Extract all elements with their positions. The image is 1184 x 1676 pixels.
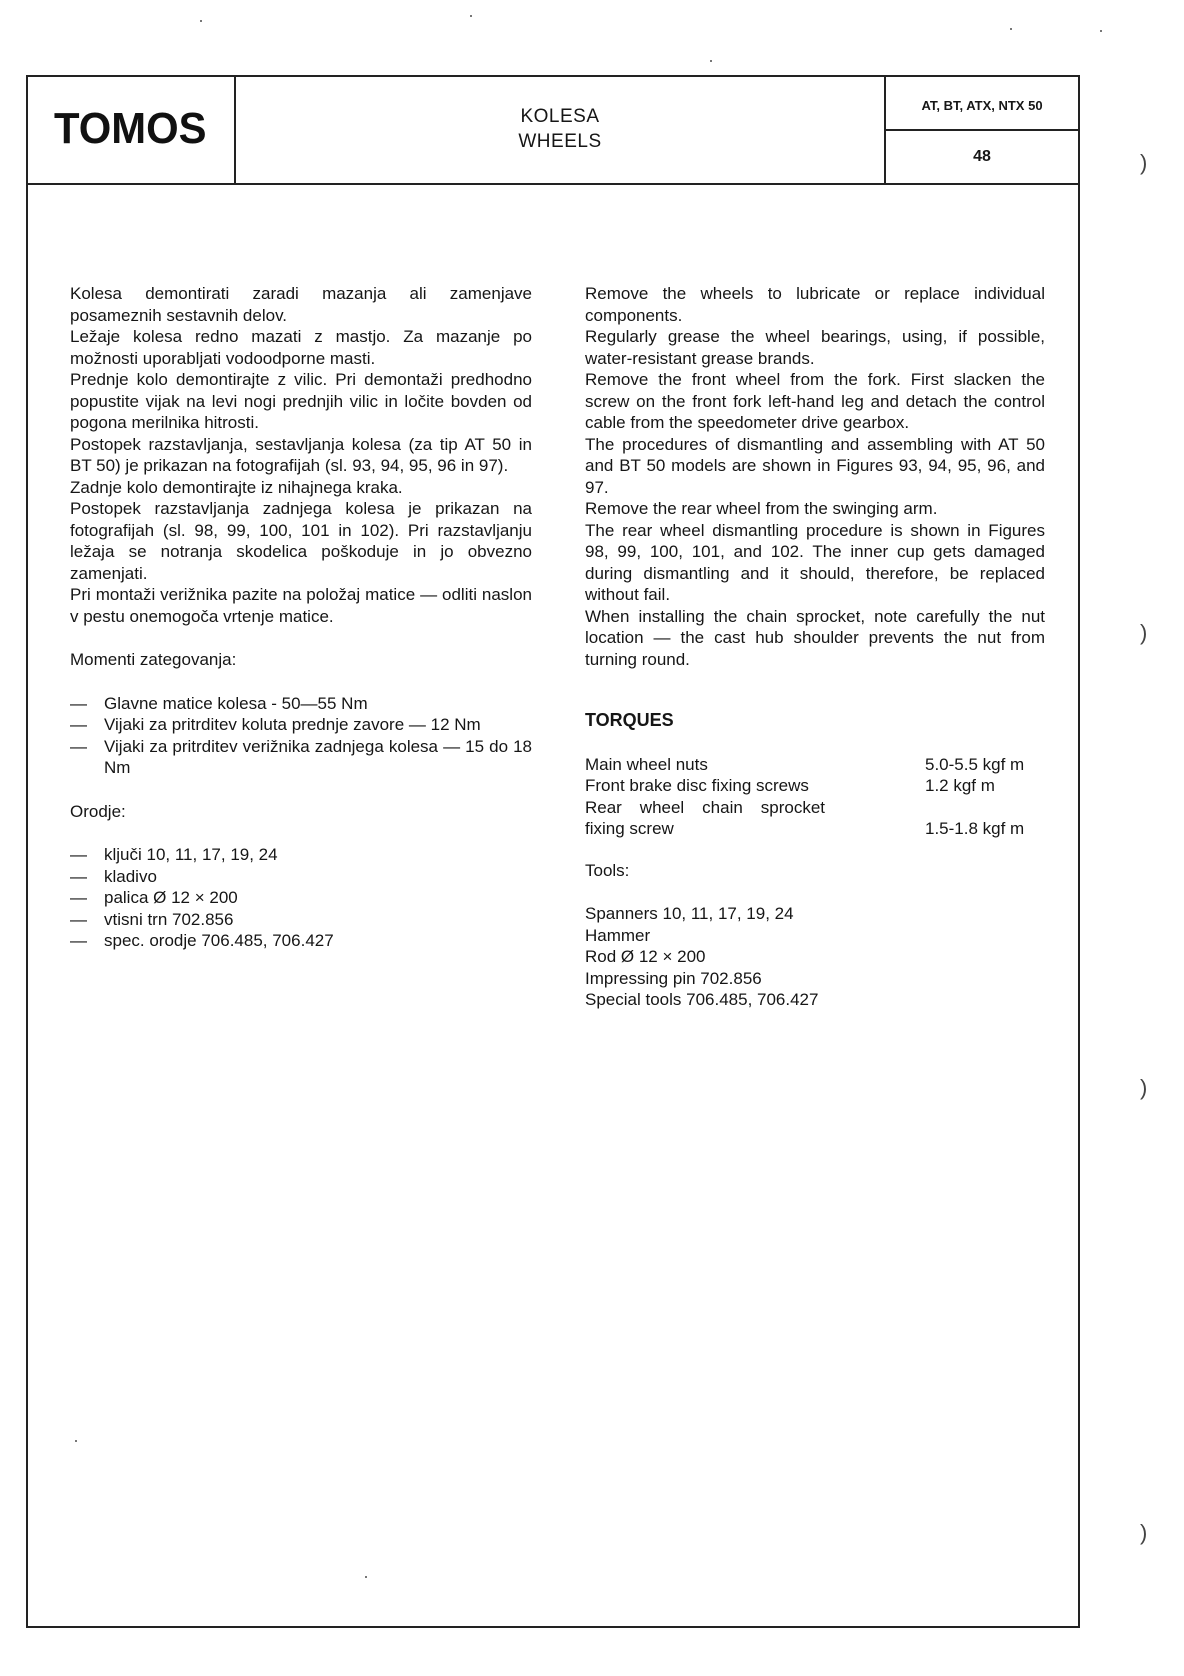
binder-mark: ) bbox=[1140, 620, 1148, 645]
model-designation: AT, BT, ATX, NTX 50 bbox=[886, 75, 1078, 131]
paragraph: Prednje kolo demontirajte z vilic. Pri demontaži predhodno popustite vijak na levi nogi prednjih vilic in ločite bovden od pogona merilnika hitrosti. bbox=[70, 370, 532, 432]
scan-speck bbox=[1010, 28, 1012, 30]
paragraph: Remove the rear wheel from the swinging arm. bbox=[585, 499, 938, 518]
title-cell bbox=[236, 75, 886, 183]
table-row bbox=[585, 754, 1045, 776]
torques-label: Momenti zategovanja: bbox=[70, 650, 237, 669]
paragraph: Remove the front wheel from the fork. First slacken the screw on the front fork left-hand leg and detach the control cable from the speedometer drive gearbox. bbox=[585, 370, 1045, 432]
scan-speck bbox=[710, 60, 712, 62]
list-item: — Vijaki za pritrditev koluta prednje zavore — 12 Nm bbox=[70, 714, 532, 736]
paragraph: Kolesa demontirati zaradi mazanja ali zamenjave posameznih sestavnih delov. bbox=[70, 284, 532, 325]
torque-value: 1.5-1.8 kgf m bbox=[925, 819, 1025, 838]
list-item: — ključi 10, 11, 17, 19, 24 bbox=[70, 844, 532, 866]
paragraph: The procedures of dismantling and assembling with AT 50 and BT 50 models are shown in Figures 93, 94, 95, 96, and 97. bbox=[585, 434, 1045, 497]
logo-cell bbox=[26, 75, 236, 183]
torque-item: Main wheel nuts bbox=[585, 754, 708, 774]
table-row bbox=[585, 797, 1045, 840]
paragraph: Regularly grease the wheel bearings, using, if possible, water-resistant grease brands. bbox=[585, 327, 1045, 368]
paragraph: Zadnje kolo demontirajte iz nihajnega kraka. bbox=[70, 477, 403, 497]
tools-label: Tools: bbox=[585, 860, 630, 880]
list-item: Impressing pin 702.856 bbox=[585, 968, 762, 988]
list-item: Special tools 706.485, 706.427 bbox=[585, 990, 819, 1009]
list-item: — Vijaki za pritrditev verižnika zadnjega kolesa — 15 do 18 Nm bbox=[70, 736, 532, 779]
list-item: — Glavne matice kolesa - 50—55 Nm bbox=[70, 693, 532, 715]
list-item: Rod Ø 12 × 200 bbox=[585, 947, 706, 966]
torque-item: Rear wheel chain sprocket fixing screw bbox=[585, 797, 825, 838]
title-slovenian: KOLESA bbox=[520, 106, 600, 127]
torque-value: 1.2 kgf m bbox=[925, 776, 995, 795]
torques-table bbox=[585, 754, 1045, 840]
scan-speck bbox=[1100, 30, 1102, 32]
page-header bbox=[26, 75, 1080, 185]
paragraph: When installing the chain sprocket, note carefully the nut location — the cast hub shoulder prevents the nut from turning round. bbox=[585, 606, 1045, 669]
paragraph: Postopek razstavljanja, sestavljanja kolesa (za tip AT 50 in BT 50) je prikazan na fotografijah (sl. 93, 94, 95, 96 in 97). bbox=[70, 434, 532, 475]
list-item: Spanners 10, 11, 17, 19, 24 bbox=[585, 904, 794, 923]
scan-speck bbox=[200, 20, 202, 22]
tomos-logo: TOMOS bbox=[53, 104, 207, 153]
list-item: — spec. orodje 706.485, 706.427 bbox=[70, 930, 532, 952]
tools-list bbox=[70, 844, 532, 952]
binder-mark: ) bbox=[1140, 1520, 1148, 1545]
scan-speck bbox=[365, 1576, 367, 1578]
torques-list bbox=[70, 693, 532, 779]
list-item: — vtisni trn 702.856 bbox=[70, 909, 532, 931]
paragraph: Postopek razstavljanja zadnjega kolesa je prikazan na fotografijah (sl. 98, 99, 100, 101 in 102). Pri razstavljanju ležaja se notranja skodelica poškoduje in jo obvezno zamenjati. bbox=[70, 499, 532, 583]
table-row bbox=[585, 775, 1045, 797]
title-english: WHEELS bbox=[518, 131, 602, 152]
paragraph: The rear wheel dismantling procedure is shown in Figures 98, 99, 100, 101, and 102. The inner cup gets damaged during dismantling and it should, therefore, be replaced without fail. bbox=[585, 520, 1045, 604]
paragraph: Pri montaži verižnika pazite na položaj matice — odliti naslon v pestu onemogoča vrtenje matice. bbox=[70, 585, 532, 626]
tools-label: Orodje: bbox=[70, 801, 126, 821]
tools-list bbox=[585, 903, 1045, 1011]
binder-mark: ) bbox=[1140, 1075, 1148, 1100]
list-item: — kladivo bbox=[70, 866, 532, 888]
list-item: — palica Ø 12 × 200 bbox=[70, 887, 532, 909]
binder-mark: ) bbox=[1140, 150, 1148, 175]
page-number: 48 bbox=[973, 148, 991, 165]
scan-speck bbox=[75, 1440, 77, 1442]
english-column bbox=[585, 283, 1045, 1011]
list-item: Hammer bbox=[585, 925, 651, 945]
paragraph: Remove the wheels to lubricate or replace individual components. bbox=[585, 284, 1045, 325]
torques-heading: TORQUES bbox=[585, 710, 674, 730]
torque-item: Front brake disc fixing screws bbox=[585, 776, 809, 795]
slovenian-column bbox=[70, 283, 532, 952]
torque-value: 5.0-5.5 kgf m bbox=[925, 754, 1025, 774]
scan-speck bbox=[470, 15, 472, 17]
paragraph: Ležaje kolesa redno mazati z mastjo. Za mazanje po možnosti uporabljati vodoodporne masti. bbox=[70, 327, 532, 368]
